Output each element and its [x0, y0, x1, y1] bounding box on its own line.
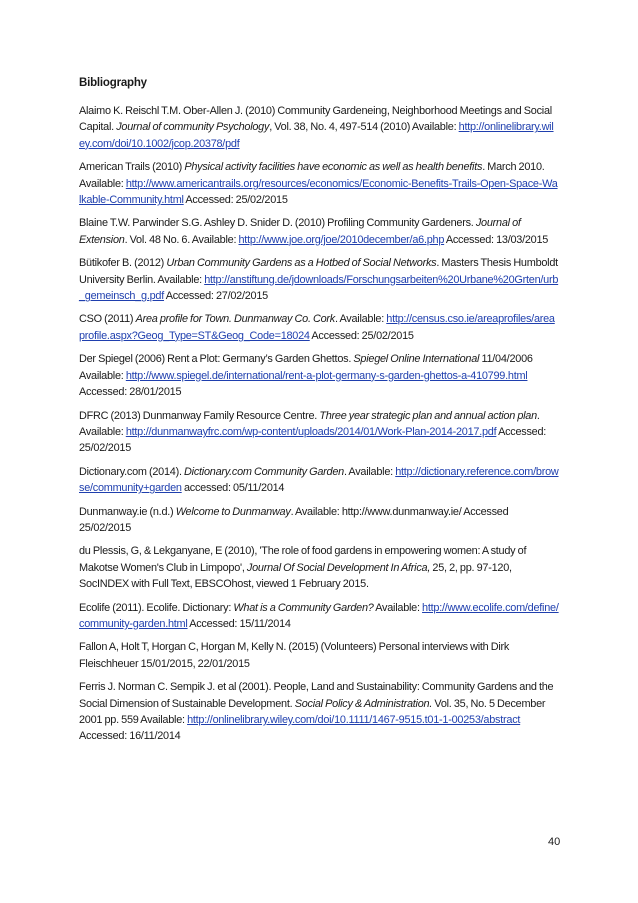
reference-text: Ferris J. Norman C. Sempik J. et al (2001). People, Land and Sustainability: Community Gardens and the Social Dimension of Sustainable Development. — [79, 681, 554, 710]
reference-text: Accessed: 27/02/2015 — [164, 290, 268, 303]
reference-entry — [79, 639, 559, 672]
reference-text: . Vol. 48 No. 6. Available: — [124, 233, 239, 246]
reference-text: , Vol. 38, No. 4, 497-514 (2010) Available: — [269, 121, 459, 134]
reference-entry — [79, 159, 559, 208]
reference-link[interactable]: http://anstiftung.de/jdownloads/Forschungsarbeiten%20Urbane%20Grten/urb_gemeinsch_g.pdf — [79, 273, 559, 303]
reference-text: . Available: — [335, 313, 387, 326]
reference-text: . March 2010. Available: — [79, 161, 545, 190]
reference-text: 11/04/2006 Available: — [79, 353, 533, 382]
reference-text: . Available: — [343, 465, 396, 478]
reference-title: Social Policy & Administration. — [294, 697, 433, 710]
reference-text: Accessed: 13/03/2015 — [444, 233, 549, 246]
reference-entry — [79, 255, 559, 304]
reference-text: CSO (2011) — [79, 313, 136, 326]
reference-entry — [79, 600, 559, 633]
reference-title: Spiegel Online International — [353, 353, 480, 366]
reference-link[interactable]: http://www.ecolife.com/define/community-garden.html — [79, 601, 559, 630]
reference-text: . Available: http://www.dunmanway.ie/ Accessed 25/02/2015 — [79, 505, 509, 534]
reference-link[interactable]: http://dunmanwayfrc.com/wp-content/uploads/2014/01/Work-Plan-2014-2017.pdf — [125, 425, 497, 438]
reference-title: Journal of Extension — [79, 217, 521, 246]
reference-title: What is a Community Garden? — [233, 601, 374, 614]
reference-link[interactable]: http://www.spiegel.de/international/rent-a-plot-germany-s-garden-ghettos-a-410799.html — [125, 369, 528, 382]
reference-link[interactable]: http://onlinelibrary.wiley.com/doi/10.1111/1467-9515.t01-1-00253/abstract — [187, 714, 521, 726]
reference-entry — [79, 351, 559, 400]
reference-list — [79, 103, 559, 752]
reference-text: Accessed: 16/11/2014 — [79, 730, 181, 743]
reference-title: Journal of community Psychology — [116, 121, 270, 134]
reference-text: du Plessis, G, & Lekganyane, E (2010), 'The role of food gardens in empowering women: A study of Makotse Women's Club in Limpopo', — [79, 545, 527, 574]
reference-text: Ecolife (2011). Ecolife. Dictionary: — [79, 601, 234, 614]
reference-entry — [79, 103, 559, 152]
reference-entry — [79, 311, 559, 344]
reference-title: Urban Community Gardens as a Hotbed of Social Networks — [166, 257, 437, 270]
reference-link[interactable]: http://www.joe.org/joe/2010december/a6.php — [238, 233, 445, 246]
reference-text: . Masters Thesis Humboldt University Berlin. Available: — [79, 257, 558, 286]
page-number: 40 — [548, 836, 561, 848]
reference-text: DFRC (2013) Dunmanway Family Resource Centre. — [79, 409, 320, 422]
reference-title: Physical activity facilities have economic as well as health benefits — [184, 161, 483, 174]
reference-text: Fallon A, Holt T, Horgan C, Horgan M, Kelly N. (2015) (Volunteers) Personal interviews with Dirk Fleischheuer 15/01/2015, 22/01/2015 — [79, 641, 510, 670]
reference-title: Area profile for Town. Dunmanway Co. Cork — [135, 313, 335, 326]
reference-entry — [79, 215, 559, 248]
reference-title: Three year strategic plan and annual action plan — [319, 409, 537, 422]
reference-title: Welcome to Dunmanway — [175, 505, 291, 518]
reference-entry — [79, 464, 559, 497]
reference-text: Accessed: 25/02/2015 — [309, 329, 414, 342]
reference-text: Der Spiegel (2006) Rent a Plot: Germany’s Garden Ghettos. — [79, 353, 354, 366]
reference-text: Vol. 35, No. 5 December 2001 pp. 559 Available: — [79, 697, 546, 726]
reference-title: Journal Of Social Development In Africa, — [246, 561, 431, 574]
reference-entry — [79, 408, 559, 457]
reference-link[interactable]: http://onlinelibrary.wiley.com/doi/10.1002/jcop.20378/pdf — [79, 121, 554, 150]
reference-text: Accessed: 15/11/2014 — [187, 617, 291, 630]
reference-entry — [79, 679, 559, 745]
reference-text: Blaine T.W. Parwinder S.G. Ashley D. Snider D. (2010) Profiling Community Gardeners. — [79, 217, 476, 230]
reference-text: Dunmanway.ie (n.d.) — [79, 505, 176, 518]
reference-entry — [79, 543, 559, 592]
reference-text: Accessed: 25/02/2015 — [183, 194, 288, 207]
reference-entry — [79, 504, 559, 537]
reference-text: . Available: — [79, 409, 540, 438]
reference-link[interactable]: http://www.americantrails.org/resources/economics/Economic-Benefits-Trails-Open-Space-Walkable-Community.html — [79, 177, 558, 207]
bibliography-heading: Bibliography — [79, 77, 147, 89]
reference-text: 25, 2, pp. 97-120, SocINDEX with Full Text, EBSCOhost, viewed 1 February 2015. — [79, 561, 512, 591]
reference-text: Bütikofer B. (2012) — [79, 257, 167, 270]
reference-title: Dictionary.com Community Garden — [184, 465, 344, 478]
reference-text: American Trails (2010) — [79, 161, 185, 174]
reference-link[interactable]: http://dictionary.reference.com/browse/community+garden — [79, 465, 559, 495]
reference-text: Alaimo K. Reischl T.M. Ober-Allen J. (2010) Community Gardeneing, Neighborhood Meetings and Social Capital. — [79, 105, 552, 134]
reference-text: Dictionary.com (2014). — [79, 465, 185, 478]
reference-text: Accessed: 28/01/2015 — [79, 386, 182, 399]
reference-text: Accessed: 25/02/2015 — [79, 425, 547, 455]
reference-text: Available: — [373, 601, 423, 614]
reference-link[interactable]: http://census.cso.ie/areaprofiles/areaprofile.aspx?Geog_Type=ST&Geog_Code=18024 — [79, 313, 555, 342]
reference-text: accessed: 05/11/2014 — [181, 482, 285, 495]
